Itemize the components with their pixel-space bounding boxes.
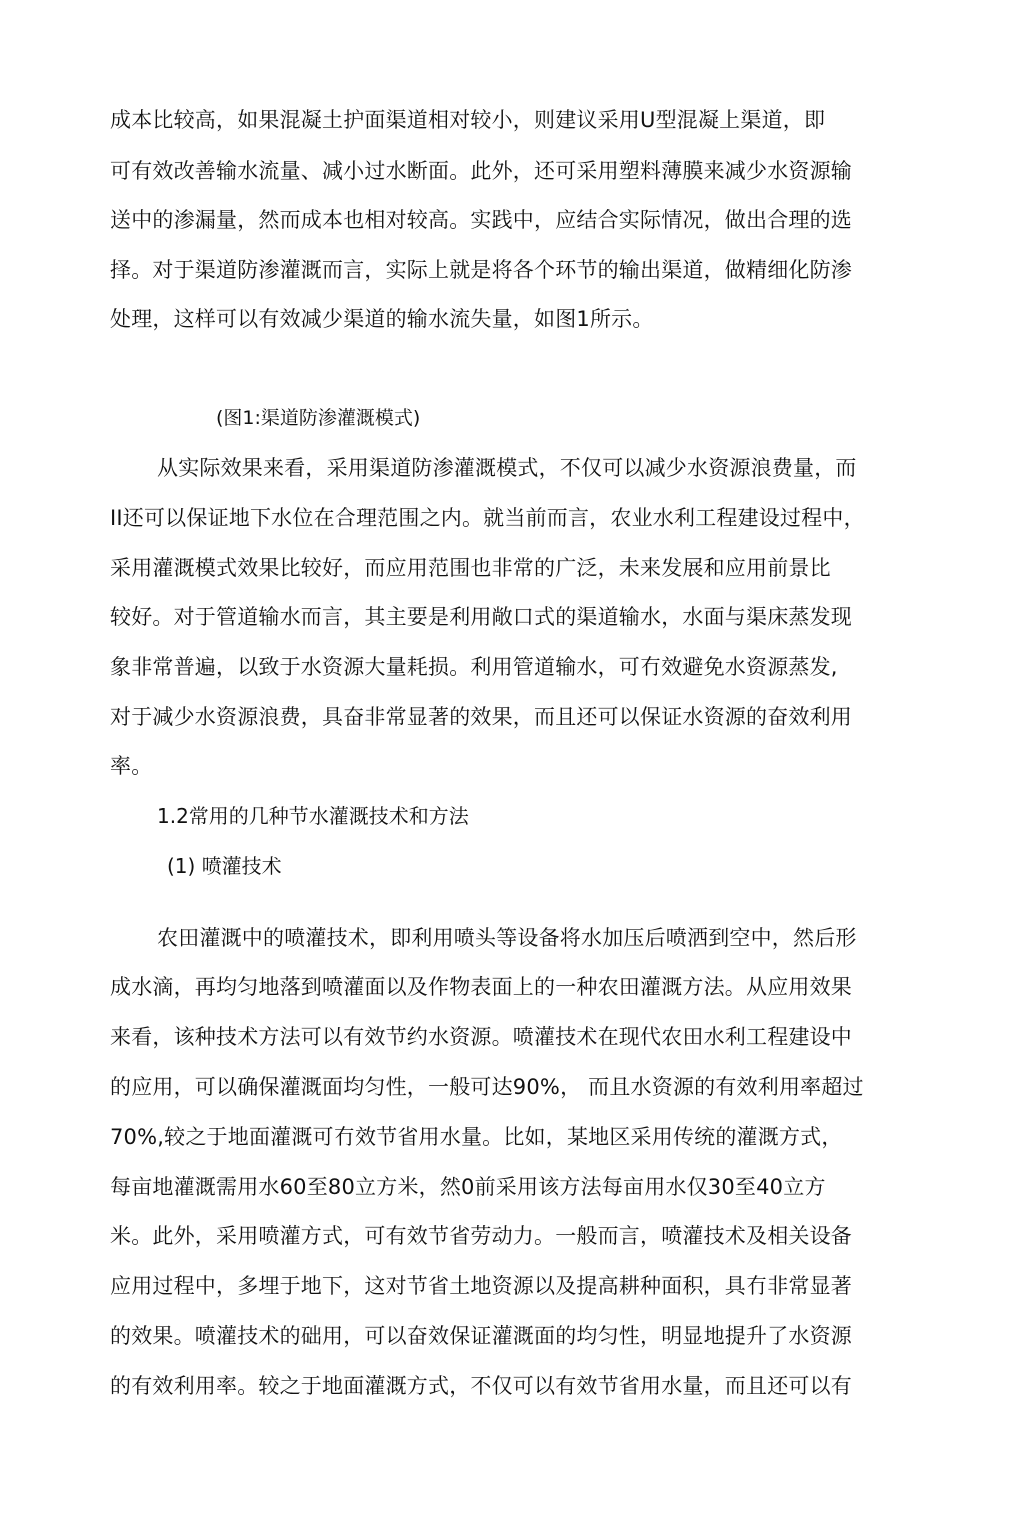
paragraph-2-line-1: 从实际效果来看，采用渠道防渗灌溉模式，不仅可以减少水资源浪费量，而 — [157, 456, 857, 480]
section-heading: 1.2常用的几种节水灌溉技术和方法 — [157, 804, 469, 828]
paragraph-2-line-4: 较好。对于管道输水而言，其主要是利用敞口式的渠道输水，水面与渠床蒸发现 — [110, 605, 852, 629]
paragraph-1-line-4: 择。对于渠道防渗灌溉而言，实际上就是将各个环节的输出渠道，做精细化防渗 — [110, 258, 852, 282]
paragraph-1-line-2: 可有效改善输水流量、减小过水断面。此外，还可采用塑料薄膜来减少水资源输 — [110, 159, 852, 183]
paragraph-2-line-2: II还可以保证地下水位在合理范围之内。就当前而言，农业水利工程建设过程中， — [110, 506, 865, 530]
paragraph-3-line-3: 来看，该种技术方法可以有效节约水资源。喷灌技术在现代农田水利工程建设中 — [110, 1025, 852, 1049]
figure-caption: (图1:渠道防渗灌溉模式) — [216, 407, 421, 429]
paragraph-2-line-7: 率。 — [110, 754, 153, 778]
paragraph-1-line-1: 成本比较高，如果混凝土护面渠道相对较小，则建议采用U型混凝上渠道，即 — [110, 108, 826, 132]
paragraph-3-line-8: 应用过程中，多埋于地下，这对节省土地资源以及提高耕种面积，具冇非常显著 — [110, 1274, 852, 1298]
paragraph-3-line-1: 农田灌溉中的喷灌技术，即利用喷头等设备将水加压后喷洒到空中，然后形 — [157, 926, 857, 950]
paragraph-1-line-3: 送中的渗漏量，然而成本也相对较高。实践中，应结合实际情况，做出合理的选 — [110, 208, 852, 232]
paragraph-3-line-5: 70%,较之于地面灌溉可冇效节省用水量。比如，某地区采用传统的灌溉方式， — [110, 1125, 843, 1149]
paragraph-2-line-3: 采用灌溉模式效果比较好，而应用范围也非常的广泛，未来发展和应用前景比 — [110, 556, 831, 580]
paragraph-3-line-9: 的效果。喷灌技术的础用，可以奋效保证灌溉面的均匀性，明显地提升了水资源 — [110, 1324, 852, 1348]
paragraph-2-line-6: 对于减少水资源浪费，具奋非常显著的效果，而且还可以保证水资源的奋效利用 — [110, 705, 852, 729]
paragraph-3-line-10: 的有效利用率。较之于地面灌溉方式，不仅可以有效节省用水量，而且还可以有 — [110, 1374, 852, 1398]
paragraph-2-line-5: 象非常普遍，以致于水资源大量耗损。利用管道输水，可冇效避免水资源蒸发, — [110, 655, 838, 679]
paragraph-1-line-5: 处理，这样可以有效减少渠道的输水流失量，如图1所示。 — [110, 307, 654, 331]
paragraph-3-line-4: 的应用，可以确保灌溉面均匀性，一般可达90%， 而且水资源的有效利用率超过 — [110, 1075, 864, 1099]
paragraph-3-line-2: 成水滴，再均匀地落到喷灌面以及作物表面上的一种农田灌溉方法。从应用效果 — [110, 975, 852, 999]
subsection-heading: (1) 喷灌技术 — [167, 854, 282, 878]
paragraph-3-line-7: 米。此外，采用喷灌方式，可有效节省劳动力。一般而言，喷灌技术及相关设备 — [110, 1224, 852, 1248]
paragraph-3-line-6: 每亩地灌溉需用水60至80立方米，然0前采用该方法每亩用水仅30至40立方 — [110, 1175, 826, 1199]
